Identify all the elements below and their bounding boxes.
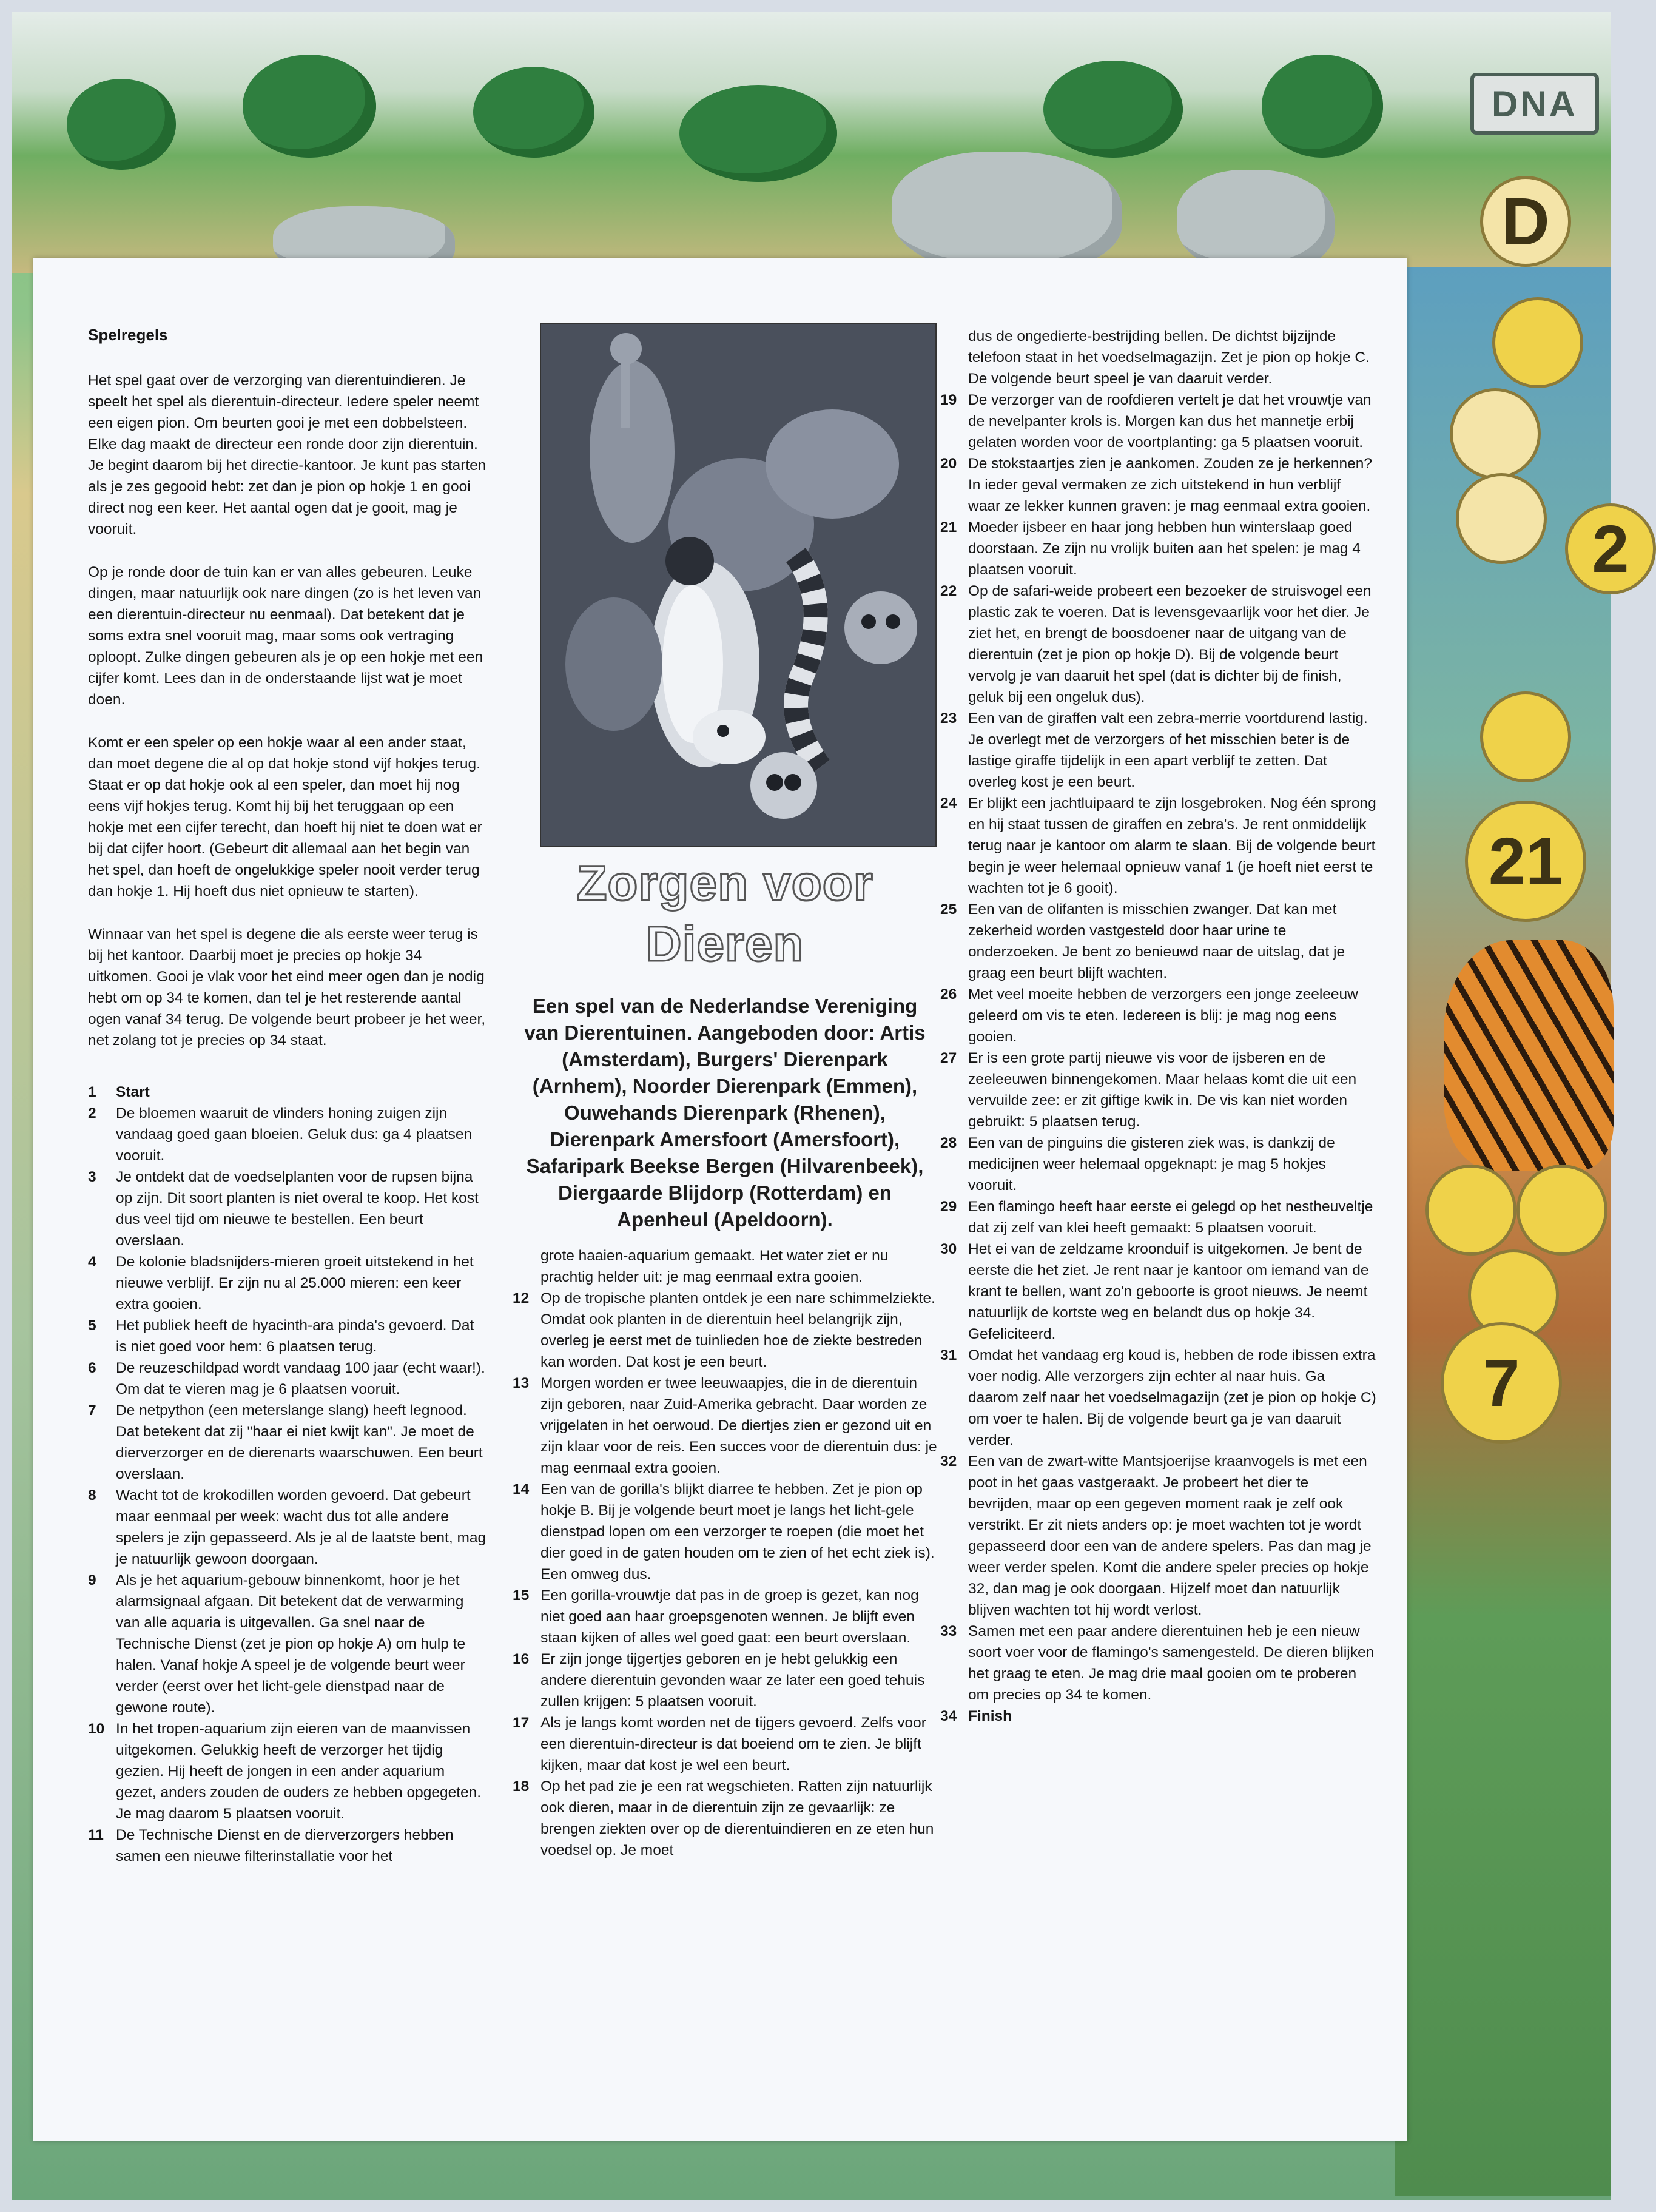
square-list-left (88, 1081, 488, 1867)
square-list-right (940, 389, 1377, 1727)
rules-paragraph: Winnaar van het spel is degene die als eerste weer terug is bij het kantoor. Daarbij moet je precies op hokje 34 uitkomen. Gooi je vlak voor het eind meer ogen dan je nodig hebt om op 34 te komen, dan tel je het resterende aantal ogen vanaf 34 terug. De volgende beurt probeer je het weer, net zolang tot je precies op 34 staat. (88, 926, 486, 1049)
square-rule-13: 13 Morgen worden er twee leeuwaapjes, die in de dierentuin zijn geboren, naar Zuid-Amerika gebracht. Daar worden ze vrijgelaten in het oerwoud. De diertjes zien er gezond uit en zijn klaar voor de reis. Een succes voor de dierentuin dus: je mag eenmaal extra gooien. (513, 1375, 937, 1476)
square-rule-14: 14 Een van de gorilla's blijkt diarree te hebben. Zet je pion op hokje B. Bij je volgende beurt moet je langs het licht-gele dienstpad lopen om een verzorger te roepen (die moet het dier goed in de gaten houden om te zien of het echt ziek is). Een omweg dus. (513, 1481, 935, 1582)
rules-sheet (33, 258, 1407, 2141)
square-rule-15: 15 Een gorilla-vrouwtje dat pas in de groep is gezet, kan nog niet goed aan haar groepsgenoten wennen. Je blijft even staan kijken of alles wel goed gaat: een beurt overslaan. (513, 1587, 919, 1646)
square-list-middle (513, 1245, 937, 1861)
square-rule-21: 21 Moeder ijsbeer en haar jong hebben hun winterslaap goed doorstaan. Ze zijn nu vrolijk buiten aan het spelen: je mag 4 plaatsen vooruit. (940, 519, 1361, 578)
game-subtitle: Een spel van de Nederlandse Vereniging van Dierentuinen. Aangeboden door: Artis (Amsterdam), Burgers' Dierenpark (Arnhem), Noorder Dierenpark (Emmen), Ouwehands Dierenpark (Rhenen), Dierenpark Amersfoort (Amersfoort), Safaripark Beekse Bergen (Hilvarenbeek), Diergaarde Blijdorp (Rotterdam) en Apenheul (Apeldoorn). (524, 995, 926, 1231)
square-rule-26: 26 Met veel moeite hebben de verzorgers een jonge zeeleeuw geleerd om vis te eten. Iedereen is blij: je mag nog eens gooien. (940, 986, 1358, 1045)
animals-drawing (541, 324, 935, 846)
square-rule-12: 12 Op de tropische planten ontdek je een nare schimmelziekte. Omdat ook planten in de dierentuin heel belangrijk zijn, overleg je eerst met de tuinlieden hoe de ziekte bestreden kan worden. Dat kost je een beurt. (513, 1290, 935, 1370)
rule-continuation: dus de ongedierte-bestrijding bellen. De dichtst bijzijnde telefoon staat in het voedselmagazijn. Zet je pion op hokje C. De volgende beurt speel je van daaruit verder. (968, 328, 1370, 387)
square-rule-5: 5 Het publiek heeft de hyacinth-ara pinda's gevoerd. Dat is niet goed voor hem: 6 plaatsen terug. (88, 1317, 474, 1355)
board-tile (1456, 473, 1547, 564)
board-tile (1480, 691, 1571, 782)
rule-continuation: grote haaien-aquarium gemaakt. Het water ziet er nu prachtig helder uit: je mag eenmaal extra gooien. (540, 1248, 889, 1285)
square-rule-9: 9 Als je het aquarium-gebouw binnenkomt, hoor je het alarmsignaal afgaan. Dit betekent dat de verwarming van alle aquaria is uitgevallen. Ga snel naar de Technische Dienst (zet je pion op hokje A) om hulp te halen. Vanaf hokje A speel je de volgende beurt weer verder (eerst over het licht-gele dienstpad naar de gewone route). (88, 1572, 466, 1716)
square-rule-3: 3 Je ontdekt dat de voedselplanten voor de rupsen bijna op zijn. Dit soort planten is niet overal te koop. Het kost dus veel tijd om nieuwe te bestellen. Een beurt overslaan. (88, 1169, 479, 1249)
square-rule-32: 32 Een van de zwart-witte Mantsjoerijse kraanvogels is met een poot in het gaas vastgeraakt. Je probeert het dier te bevrijden, maar op een gegeven moment raak je zelf ook verstrikt. Er zit niets anders op: je moet wachten tot je wordt gepasseerd door een van de andere spelers. Pas dan mag je weer verder spelen. Komt die andere speler precies op hokje 32, dan mag je ook doorgaan. Hijzelf moet dan natuurlijk blijven wachten tot hij wordt verlost. (940, 1453, 1372, 1618)
board-tile-d: D (1480, 176, 1571, 267)
square-list-middle-items (513, 1288, 937, 1861)
square-rule-6: 6 De reuzeschildpad wordt vandaag 100 jaar (echt waar!). Om dat te vieren mag je 6 plaatsen vooruit. (88, 1360, 485, 1397)
tree-illustration (1262, 55, 1383, 158)
square-rule-18: 18 Op het pad zie je een rat wegschieten. Ratten zijn natuurlijk ook dieren, maar in de dierentuin zijn ze gevaarlijk: ze brengen ziekten over op de dierentuindieren en ze eten hun voedsel op. Je moet (513, 1778, 934, 1858)
board-tile-21: 21 (1465, 801, 1586, 922)
square-rule-1: 1 Start (88, 1084, 150, 1100)
zoo-animals-illustration (540, 323, 937, 847)
square-rule-30: 30 Het ei van de zeldzame kroonduif is uitgekomen. Je bent de eerste die het ziet. Je rent naar je kantoor om iemand van de krant te bellen, want zo'n geboorte is groot nieuws. Je neemt natuurlijk de kortste weg en belandt dus op hokje 34. Gefeliciteerd. (940, 1241, 1369, 1342)
rules-paragraph: Op je ronde door de tuin kan er van alles gebeuren. Leuke dingen, maar natuurlijk ook nare dingen (zo is het leven van een dierentuin-directeur nu eenmaal). Dat betekent dat je soms extra snel vooruit mag, maar soms ook vertraging oploopt. Zulke dingen gebeuren als je op een hokje met een cijfer komt. Lees dan in de onderstaande lijst wat je moet doen. (88, 564, 483, 708)
square-rule-24: 24 Er blijkt een jachtluipaard te zijn losgebroken. Nog één sprong en hij staat tussen de giraffen en zebra's. Je rent onmiddelijk terug naar je kantoor om alarm te slaan. Bij de volgende beurt begin je weer helemaal opnieuw vanaf 1 (je hoeft niet eerst te wachten tot je 6 gooit). (940, 795, 1376, 896)
square-rule-28: 28 Een van de pinguins die gisteren ziek was, is dankzij de medicijnen weer helemaal opgeknapt: je mag 5 hokjes vooruit. (940, 1135, 1335, 1194)
rules-column-left (88, 324, 488, 1867)
board-tile (1516, 1165, 1607, 1256)
square-rule-31: 31 Omdat het vandaag erg koud is, hebben de rode ibissen extra voer nodig. Alle verzorgers zijn echter al naar huis. Ga daarom zelf naar het voedselmagazijn (zet je pion op hokje C) om voer te halen. Bij de volgende beurt ga je van daaruit verder. (940, 1347, 1376, 1448)
square-rule-20: 20 De stokstaartjes zien je aankomen. Zouden ze je herkennen? In ieder geval vermaken ze zich uitstekend in hun verblijf waar ze lekker kunnen graven: je mag eenmaal extra gooien. (940, 456, 1372, 514)
tree-illustration (243, 55, 376, 158)
zoo-gate-sign: DNA (1470, 73, 1599, 135)
square-rule-2: 2 De bloemen waaruit de vlinders honing zuigen zijn vandaag goed gaan bloeien. Geluk dus: ga 4 plaatsen vooruit. (88, 1105, 473, 1164)
game-title: Zorgen voor Dieren (576, 856, 873, 972)
rules-paragraph: Komt er een speler op een hokje waar al een ander staat, dan moet degene die al op dat hokje stond vijf hokjes terug. Staat er op dat hokje ook al een speler, dan moet hij nog eens vijf hokjes terug. Komt hij bij het teruggaan op een hokje met een cijfer terecht, dan hoeft hij niet te doen wat er bij dat cijfer hoort. (Gebeurt dit allemaal aan het begin van het spel, dan hoeft de ongelukkige speler nooit verder terug dan hokje 1. Hij hoeft dus niet opnieuw te starten). (88, 735, 482, 899)
tree-illustration (1043, 61, 1183, 158)
square-rule-10: 10 In het tropen-aquarium zijn eieren van de maanvissen uitgekomen. Gelukkig heeft de verzorger het tijdig gezien. Hij heeft de jongen in een ander aquarium gezet, anders zouden de ouders ze hebben opgegeten. Je mag daarom 5 plaatsen vooruit. (88, 1721, 482, 1822)
square-rule-19: 19 De verzorger van de roofdieren vertelt je dat het vrouwtje van de nevelpanter krols is. Morgen kan dus het mannetje erbij gelaten worden voor de voortplanting: ga 5 plaatsen vooruit. (940, 392, 1372, 451)
square-rule-29: 29 Een flamingo heeft haar eerste ei gelegd op het nestheuveltje dat zij zelf van klei heeft gemaakt: 5 plaatsen vooruit. (940, 1198, 1373, 1236)
square-rule-17: 17 Als je langs komt worden net de tijgers gevoerd. Zelfs voor een dierentuin-directeur is dat boeiend om te zien. Je blijft kijken, maar dat kost je wel een beurt. (513, 1715, 926, 1773)
board-tile-2: 2 (1565, 503, 1656, 594)
square-rule-27: 27 Er is een grote partij nieuwe vis voor de ijsberen en de zeeleeuwen binnengekomen. Maar helaas komt die uit een vervuilde zee: er zit giftige kwik in. De vis kan niet worden gebruikt: 5 plaatsen terug. (940, 1050, 1357, 1130)
square-rule-16: 16 Er zijn jonge tijgertjes geboren en je hebt gelukkig een andere dierentuin gevonden waar ze later een goed tehuis zullen krijgen: 5 plaatsen vooruit. (513, 1651, 925, 1710)
square-rule-33: 33 Samen met een paar andere dierentuinen heb je een nieuw soort voer voor de flamingo's samengesteld. De dieren blijken het graag te eten. Je mag drie maal gooien om te proberen om precies op 34 te komen. (940, 1623, 1375, 1703)
square-rule-34: 34 Finish (940, 1708, 1012, 1724)
square-rule-22: 22 Op de safari-weide probeert een bezoeker de struisvogel een plastic zak te voeren. Dat is levensgevaarlijk voor het dier. Je ziet het, en brengt de boosdoener naar de uitgang van de dierentuin (zet je pion op hokje D). Bij de volgende beurt vervolg je van daaruit het spel (dat is dichter bij de finish, geluk bij een ongeluk dus). (940, 583, 1372, 705)
board-tile (1450, 388, 1541, 479)
tree-illustration (473, 67, 594, 158)
square-rule-23: 23 Een van de giraffen valt een zebra-merrie voortdurend lastig. Je overlegt met de verzorgers of het misschien beter is de lastige giraffe tijdelijk in een apart verblijf te zetten. Dat overleg kost je een beurt. (940, 710, 1368, 790)
tree-illustration (679, 85, 837, 182)
tiger-illustration (1444, 940, 1614, 1171)
rules-heading: Spelregels (88, 326, 168, 344)
rules-column-middle (513, 323, 937, 1861)
rules-paragraph: Het spel gaat over de verzorging van dierentuindieren. Je speelt het spel als dierentuin-directeur. Iedere speler neemt een eigen pion. Om beurten gooi je met een dobbelsteen. Elke dag maakt de directeur een ronde door zijn dierentuin. Je begint daarom bij het directie-kantoor. Je kunt pas starten als je zes gegooid hebt: zet dan je pion op hokje 1 en gooi direct nog een keer. Het aantal ogen dat je gooit, mag je vooruit. (88, 372, 486, 537)
board-tile (1492, 297, 1583, 388)
square-rule-11: 11 De Technische Dienst en de dierverzorgers hebben samen een nieuwe filterinstallatie voor het (88, 1827, 454, 1864)
tree-illustration (67, 79, 176, 170)
board-tile-7: 7 (1441, 1322, 1562, 1444)
square-rule-25: 25 Een van de olifanten is misschien zwanger. Dat kan met zekerheid worden vastgesteld door haar urine te onderzoeken. Je bent zo benieuwd naar de uitslag, dat je graag een beurt blijft wachten. (940, 901, 1345, 981)
board-tile (1425, 1165, 1516, 1256)
square-rule-4: 4 De kolonie bladsnijders-mieren groeit uitstekend in het nieuwe verblijf. Er zijn nu al 25.000 mieren: een keer extra gooien. (88, 1254, 474, 1313)
rock-illustration (892, 152, 1122, 273)
rules-column-right (940, 326, 1377, 1727)
square-rule-8: 8 Wacht tot de krokodillen worden gevoerd. Dat gebeurt maar eenmaal per week: wacht dus tot alle andere spelers je zijn gepasseerd. Als je al de laatste bent, mag je natuurlijk gewoon doorgaan. (88, 1487, 486, 1567)
square-rule-7: 7 De netpython (een meterslange slang) heeft legnood. Dat betekent dat zij "haar ei niet kwijt kan". Je moet de dierverzorger en de dierenarts waarschuwen. Een beurt overslaan. (88, 1402, 483, 1482)
